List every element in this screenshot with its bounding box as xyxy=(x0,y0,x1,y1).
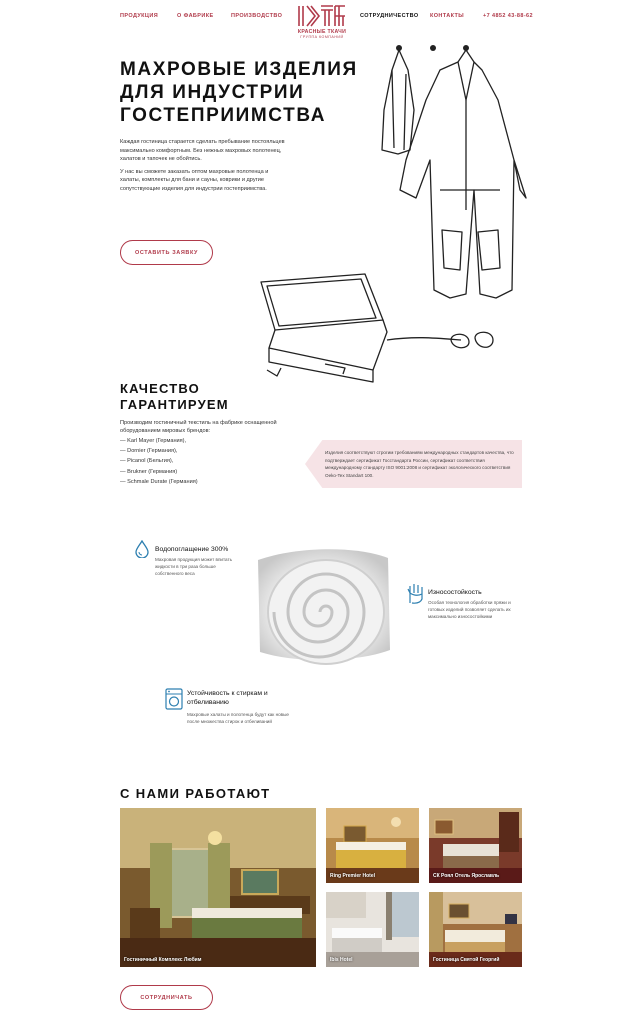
quality-title: КАЧЕСТВО ГАРАНТИРУЕМ xyxy=(120,381,229,412)
water-drop-icon xyxy=(135,540,149,558)
nav-cooperation[interactable]: СОТРУДНИЧЕСТВО xyxy=(360,13,419,19)
logo-name: КРАСНЫЕ ТКАЧИ xyxy=(297,29,347,35)
hotel-photo-georgiy[interactable] xyxy=(429,892,522,967)
list-item: — Brukner (Германия) xyxy=(120,468,178,475)
feature-water xyxy=(135,540,245,585)
nav-about[interactable]: О ФАБРИКЕ xyxy=(177,13,214,19)
certificate-text: Изделия соответствуют строгим требованиям международных стандартов качества, что подтверждает сертификат Госстандарта России, сертификат соответствия международному стандарту ISO 9001:2008 и сертификат экологического соответствия Oeko-Tex Standart 100. xyxy=(325,450,514,478)
nav-products[interactable]: ПРОДУКЦИЯ xyxy=(120,13,159,19)
feature-wash-title: Устойчивость к стиркам и отбеливанию xyxy=(187,690,268,706)
feature-wear-text: Особая технология обработки пряжи и готовых изделий позволяет сделать их максимально износостойкими xyxy=(428,600,511,619)
top-nav xyxy=(0,0,642,39)
logo[interactable] xyxy=(296,4,348,40)
nav-contacts[interactable]: КОНТАКТЫ xyxy=(430,13,465,19)
brand-list xyxy=(120,436,198,487)
feature-wash xyxy=(165,688,295,738)
hotel-caption: СК Роял Отель Ярославль xyxy=(433,873,500,879)
hotel-photo-ibis[interactable] xyxy=(326,892,419,967)
list-item: — Karl Mayer (Германия), xyxy=(120,438,187,444)
partners-title: С НАМИ РАБОТАЮТ xyxy=(120,786,271,801)
logo-mark-icon xyxy=(297,4,347,28)
feature-water-text: Махровая продукция может впитать жидкости в три раза больше собственного веса xyxy=(155,557,233,576)
hotel-room-image xyxy=(120,808,316,967)
hotel-caption: Гостиничный Комплекс Любим xyxy=(124,957,202,963)
feature-water-title: Водопоглащение 300% xyxy=(155,546,229,553)
nav-phone[interactable]: +7 4852 43-88-62 xyxy=(483,13,533,19)
quality-intro: Производим гостиничный текстиль на фабрике оснащенной оборудованием мировых брендов: xyxy=(120,420,277,435)
logo-tagline: ГРУППА КОМПАНИЙ xyxy=(300,35,344,39)
feature-wear-title: Износостойкость xyxy=(428,589,482,596)
hotel-room-image xyxy=(429,808,522,883)
nav-production[interactable]: ПРОИЗВОДСТВО xyxy=(231,13,283,19)
list-item: — Picanol (Бельгия), xyxy=(120,458,174,465)
certificate-callout xyxy=(305,440,522,488)
suitcase-illustration xyxy=(255,270,505,385)
hotel-photo-lubim[interactable] xyxy=(120,808,316,967)
hand-icon xyxy=(406,583,426,605)
hero-paragraph-1: Каждая гостиница старается сделать пребывание постояльцев максимально комфортным. Без нежных махровых полотенец, халатов и тапочек не обойтись. xyxy=(120,139,285,163)
washing-machine-icon xyxy=(165,688,183,710)
hotel-room-image xyxy=(429,892,522,967)
hotel-caption: Ibis Hotel xyxy=(330,957,353,963)
hotel-caption: Ring Premier Hotel xyxy=(330,873,376,879)
hotel-room-image xyxy=(326,808,419,883)
hero-paragraph-2: У нас вы сможете заказать оптом махровые полотенца и халаты, комплекты для бани и сауны, коврики и другие сопутствующие изделия для индустрии гостеприимства. xyxy=(120,168,269,192)
list-item: — Schmale Durate (Германия) xyxy=(120,478,198,485)
hotel-caption: Гостиница Святой Георгий xyxy=(433,957,500,963)
cooperate-button[interactable]: СОТРУДНИЧАТЬ xyxy=(120,985,213,1010)
leave-request-button[interactable]: ОСТАВИТЬ ЗАЯВКУ xyxy=(120,240,213,265)
list-item: — Dornier (Германия), xyxy=(120,448,178,455)
hero-title: МАХРОВЫЕ ИЗДЕЛИЯ ДЛЯ ИНДУСТРИИ ГОСТЕПРИИМСТВА xyxy=(120,59,358,126)
hotel-photo-ring[interactable] xyxy=(326,808,419,883)
rolled-towel-image xyxy=(238,540,398,670)
feature-wash-text: Махровые халаты и полотенца будут как новые после множества стирок и отбеливаний xyxy=(187,712,289,724)
hero-description xyxy=(120,138,285,198)
hotel-photo-royal[interactable] xyxy=(429,808,522,883)
feature-wear xyxy=(406,583,526,633)
hotel-room-image xyxy=(326,892,419,967)
